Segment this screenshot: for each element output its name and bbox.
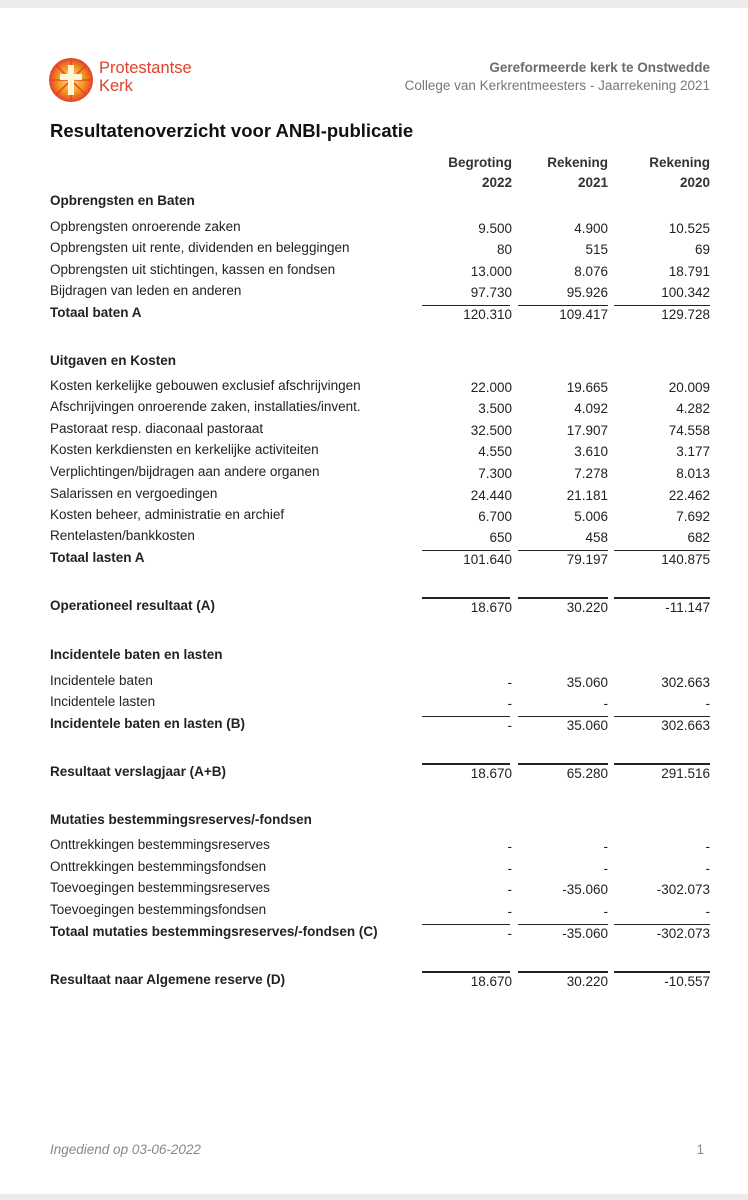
page-title: Resultatenoverzicht voor ANBI-publicatie: [50, 120, 414, 141]
row-value: -: [705, 861, 710, 876]
column-header-line2: 2022: [481, 175, 512, 190]
row-value: -302.073: [656, 926, 710, 941]
row-label: Totaal lasten A: [50, 550, 145, 565]
row-value: 22.000: [470, 380, 512, 395]
subtotal-divider: [614, 716, 710, 717]
table-row: [50, 262, 710, 282]
logo-line-2: Kerk: [99, 77, 133, 95]
result-row: [50, 972, 710, 992]
row-value: 101.640: [463, 552, 512, 567]
row-label: Salarissen en vergoedingen: [50, 486, 218, 501]
row-label: Kosten kerkelijke gebouwen exclusief afschrijvingen: [50, 378, 361, 393]
result-row: [50, 598, 710, 618]
table-row: [50, 902, 710, 922]
row-value: 18.670: [470, 974, 512, 989]
row-value: 682: [687, 530, 710, 545]
row-value: 4.550: [478, 444, 512, 459]
row-value: 291.516: [661, 766, 710, 781]
protestantse-kerk-logo-icon: [48, 57, 94, 103]
row-value: -: [507, 675, 512, 690]
subtotal-divider: [518, 550, 608, 551]
subtotal-divider: [614, 305, 710, 306]
row-value: 95.926: [566, 285, 608, 300]
row-value: 4.282: [676, 401, 710, 416]
row-value: 302.663: [661, 718, 710, 733]
column-header-line1: Rekening: [547, 155, 608, 170]
row-value: 24.440: [470, 488, 512, 503]
organization-name: Gereformeerde kerk te Onstwedde: [489, 60, 710, 75]
row-value: 650: [489, 530, 512, 545]
section-heading: [50, 647, 710, 667]
row-value: 18.670: [470, 600, 512, 615]
result-divider: [518, 971, 608, 973]
row-value: 18.670: [470, 766, 512, 781]
row-value: 120.310: [463, 307, 512, 322]
row-value: 22.462: [668, 488, 710, 503]
table-row: [50, 486, 710, 506]
row-label: Uitgaven en Kosten: [50, 353, 177, 368]
row-value: 18.791: [668, 264, 710, 279]
row-value: 21.181: [566, 488, 608, 503]
row-value: -: [507, 882, 512, 897]
row-label: Opbrengsten uit stichtingen, kassen en fondsen: [50, 262, 336, 277]
logo-line-1: Protestantse: [99, 59, 192, 77]
row-value: 97.730: [470, 285, 512, 300]
row-label: Kosten kerkdiensten en kerkelijke activiteiten: [50, 442, 319, 457]
result-row: [50, 764, 710, 784]
row-label: Incidentele baten en lasten: [50, 647, 223, 662]
row-label: Resultaat naar Algemene reserve (D): [50, 972, 286, 987]
row-value: -10.557: [664, 974, 710, 989]
row-label: Afschrijvingen onroerende zaken, installaties/invent.: [50, 399, 361, 414]
row-label: Opbrengsten uit rente, dividenden en beleggingen: [50, 240, 350, 255]
table-row: [50, 219, 710, 239]
row-value: 35.060: [566, 718, 608, 733]
row-value: -: [507, 926, 512, 941]
row-label: Mutaties bestemmingsreserves/-fondsen: [50, 812, 312, 827]
column-header-line2: 2021: [577, 175, 608, 190]
row-label: Pastoraat resp. diaconaal pastoraat: [50, 421, 264, 436]
table-row: [50, 528, 710, 548]
row-label: Opbrengsten onroerende zaken: [50, 219, 241, 234]
row-value: 140.875: [661, 552, 710, 567]
column-header-rekening-2020: [620, 153, 710, 193]
row-value: -: [603, 904, 608, 919]
table-row: [50, 507, 710, 527]
row-label: Totaal baten A: [50, 305, 142, 320]
row-value: 129.728: [661, 307, 710, 322]
row-value: 3.610: [574, 444, 608, 459]
row-value: 3.500: [478, 401, 512, 416]
row-value: -35.060: [562, 882, 608, 897]
result-divider: [422, 971, 510, 973]
row-value: -: [705, 839, 710, 854]
row-label: Operationeel resultaat (A): [50, 598, 216, 613]
row-value: 6.700: [478, 509, 512, 524]
row-label: Incidentele lasten: [50, 694, 156, 709]
result-divider: [422, 597, 510, 599]
row-label: Onttrekkingen bestemmingsfondsen: [50, 859, 267, 874]
total-row: [50, 550, 710, 570]
row-label: Incidentele baten en lasten (B): [50, 716, 246, 731]
total-row: [50, 924, 710, 944]
row-label: Incidentele baten: [50, 673, 153, 688]
subtotal-divider: [422, 305, 510, 306]
row-value: 80: [496, 242, 512, 257]
row-value: -302.073: [656, 882, 710, 897]
column-header-line1: Begroting: [448, 155, 512, 170]
row-value: -: [507, 861, 512, 876]
row-value: 302.663: [661, 675, 710, 690]
row-value: 30.220: [566, 974, 608, 989]
row-label: Rentelasten/bankkosten: [50, 528, 195, 543]
subtotal-divider: [614, 550, 710, 551]
bottom-bar: [0, 1194, 748, 1200]
row-label: Totaal mutaties bestemmingsreserves/-fondsen (C): [50, 924, 378, 939]
section-heading: [50, 193, 710, 213]
subtotal-divider: [518, 716, 608, 717]
row-value: 20.009: [668, 380, 710, 395]
subtotal-divider: [422, 924, 510, 925]
column-header-line2: 2020: [679, 175, 710, 190]
row-label: Kosten beheer, administratie en archief: [50, 507, 285, 522]
table-row: [50, 421, 710, 441]
result-divider: [518, 763, 608, 765]
row-label: Opbrengsten en Baten: [50, 193, 195, 208]
row-value: 30.220: [566, 600, 608, 615]
row-value: 13.000: [470, 264, 512, 279]
table-row: [50, 837, 710, 857]
row-value: -: [507, 696, 512, 711]
row-value: -: [603, 861, 608, 876]
total-row: [50, 305, 710, 325]
row-value: -: [507, 839, 512, 854]
column-header-line1: Rekening: [649, 155, 710, 170]
row-value: 32.500: [470, 423, 512, 438]
table-row: [50, 240, 710, 260]
submitted-date: Ingediend op 03-06-2022: [50, 1142, 201, 1157]
table-row: [50, 694, 710, 714]
row-value: 19.665: [566, 380, 608, 395]
table-row: [50, 442, 710, 462]
row-value: 4.900: [574, 221, 608, 236]
row-value: 4.092: [574, 401, 608, 416]
row-value: 8.013: [676, 466, 710, 481]
row-label: Bijdragen van leden en anderen: [50, 283, 242, 298]
row-value: -: [705, 696, 710, 711]
row-label: Toevoegingen bestemmingsfondsen: [50, 902, 267, 917]
subtotal-divider: [422, 550, 510, 551]
organization-header: [405, 60, 710, 93]
row-value: 10.525: [668, 221, 710, 236]
row-value: -: [507, 718, 512, 733]
row-value: -: [603, 839, 608, 854]
row-label: Onttrekkingen bestemmingsreserves: [50, 837, 270, 852]
table-row: [50, 399, 710, 419]
row-value: 515: [585, 242, 608, 257]
result-divider: [422, 763, 510, 765]
result-divider: [614, 971, 710, 973]
row-label: Toevoegingen bestemmingsreserves: [50, 880, 270, 895]
row-value: 3.177: [676, 444, 710, 459]
organization-subtitle: College van Kerkrentmeesters - Jaarrekening 2021: [404, 78, 710, 93]
table-row: [50, 283, 710, 303]
result-divider: [614, 763, 710, 765]
row-value: 100.342: [661, 285, 710, 300]
row-value: -: [507, 904, 512, 919]
row-value: -35.060: [562, 926, 608, 941]
row-value: 17.907: [566, 423, 608, 438]
row-value: 7.692: [676, 509, 710, 524]
subtotal-divider: [614, 924, 710, 925]
row-value: -: [705, 904, 710, 919]
row-value: 9.500: [478, 221, 512, 236]
subtotal-divider: [518, 305, 608, 306]
table-row: [50, 859, 710, 879]
row-value: 7.300: [478, 466, 512, 481]
row-value: -11.147: [665, 600, 710, 615]
subtotal-divider: [518, 924, 608, 925]
total-row: [50, 716, 710, 736]
page-number: 1: [696, 1142, 704, 1157]
top-bar: [0, 0, 748, 8]
table-row: [50, 673, 710, 693]
result-divider: [518, 597, 608, 599]
result-divider: [614, 597, 710, 599]
row-value: 69: [694, 242, 710, 257]
logo-text: [99, 59, 192, 95]
row-value: 74.558: [668, 423, 710, 438]
row-value: 7.278: [574, 466, 608, 481]
row-value: 109.417: [559, 307, 608, 322]
row-value: 65.280: [566, 766, 608, 781]
row-value: 5.006: [574, 509, 608, 524]
table-row: [50, 464, 710, 484]
column-header-rekening-2021: [518, 153, 608, 193]
row-value: 458: [585, 530, 608, 545]
subtotal-divider: [422, 716, 510, 717]
row-value: -: [603, 696, 608, 711]
section-heading: [50, 353, 710, 373]
row-value: 35.060: [566, 675, 608, 690]
table-row: [50, 378, 710, 398]
column-header-begroting-2022: [422, 153, 512, 193]
row-label: Resultaat verslagjaar (A+B): [50, 764, 226, 779]
row-label: Verplichtingen/bijdragen aan andere organen: [50, 464, 320, 479]
row-value: 79.197: [566, 552, 608, 567]
row-value: 8.076: [574, 264, 608, 279]
table-row: [50, 880, 710, 900]
section-heading: [50, 812, 710, 832]
